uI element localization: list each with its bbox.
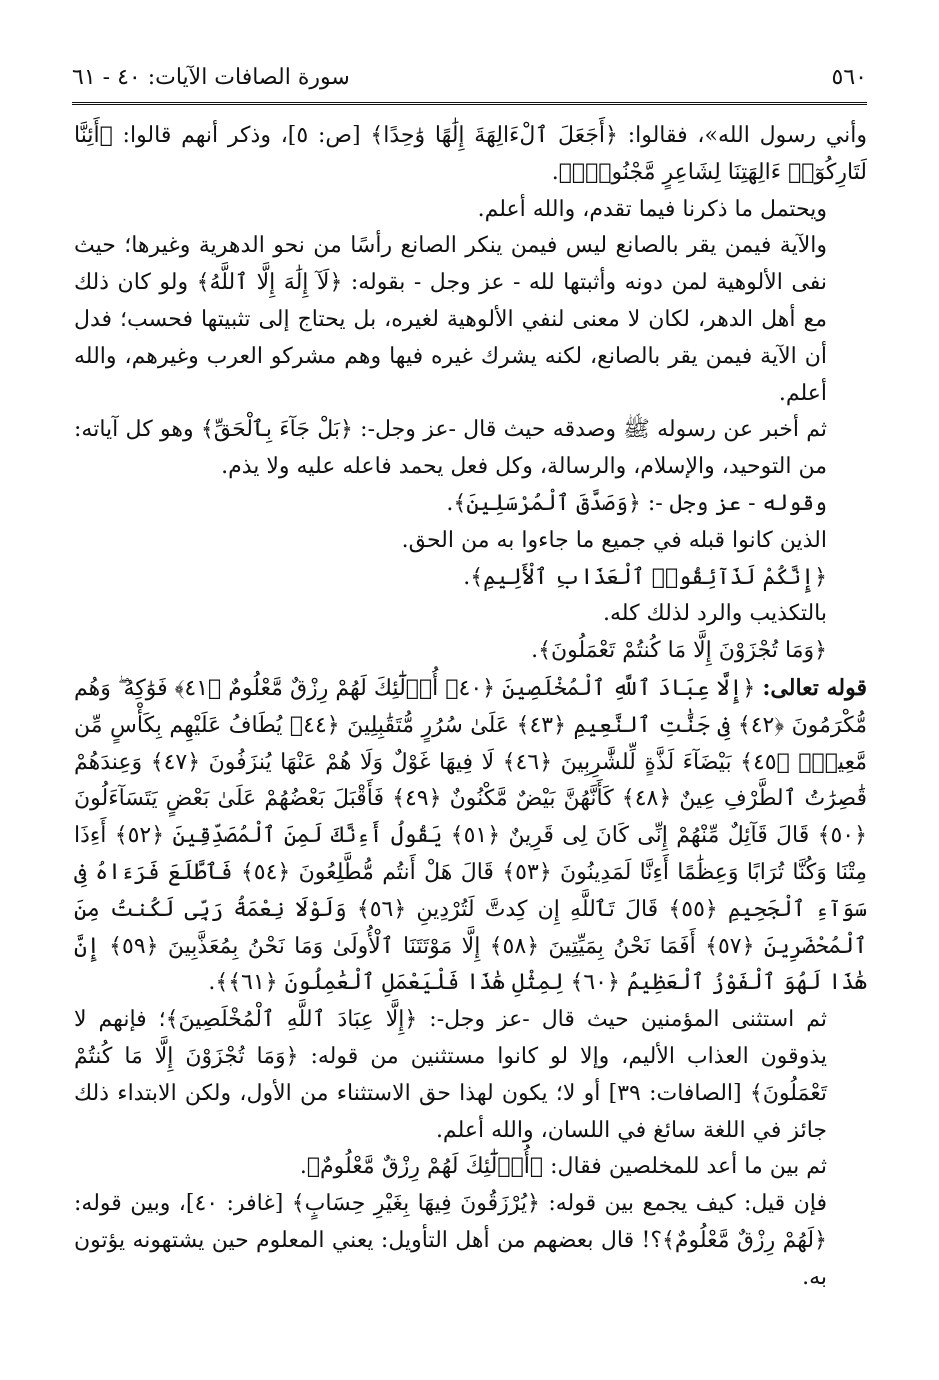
paragraph-10-verses xyxy=(74,670,867,1002)
paragraph-12: ثم بين ما أعد للمخلصين فقال: ﴿أُو۟لَٰٓئِكَ لَهُمْ رِزْقٌ مَّعْلُومٌ﴾. xyxy=(299,1154,827,1180)
paragraph-13: فإن قيل: كيف يجمع بين قوله: ﴿يُرْزَقُونَ فِيهَا بِغَيْرِ حِسَابٍ﴾ [غافر: ٤٠]، وبين قوله: ﴿لَهُمْ رِزْقٌ مَّعْلُومٌ﴾؟! قال بعضهم من أهل التأويل: يعني المعلوم حين يشتهونه يؤتون به. xyxy=(74,1191,827,1290)
paragraph-4: ثم أخبر عن رسوله ﷺ وصدقه حيث قال -عز وجل-: ﴿بَلْ جَآءَ بِٱلْحَقِّ﴾ وهو كل آياته: من التوحيد، والإسلام، والرسالة، وكل فعل يحمد فاعله عليه ولا يذم. xyxy=(74,417,827,480)
paragraph-3: والآية فيمن يقر بالصانع ليس فيمن ينكر الصانع رأسًا من نحو الدهرية وغيرها؛ حيث نفى الألوهية لمن دونه وأثبتها لله - عز وجل - بقوله: ﴿لَآ إِلَٰهَ إِلَّا ٱللَّهُ﴾ ولو كان ذلك مع أهل الدهر، لكان لا معنى لنفي الألوهية لغيره، بل يحتاج إلى تثبيتها فحسب؛ فدل أن الآية فيمن يقر بالصانع، لكنه يشرك غيره فيها وهم مشركو العرب وغيرهم، والله أعلم. xyxy=(74,233,827,406)
paragraph-9: ﴿وَمَا تُجْزَوْنَ إِلَّا مَا كُنتُمْ تَعْمَلُونَ﴾. xyxy=(531,638,827,664)
running-title: سورة الصافات الآيات: ٤٠ - ٦١ xyxy=(72,64,350,90)
paragraph-5: وقوله - عز وجل -: ﴿وَصَدَّقَ ٱلْمُرْسَلِينَ﴾. xyxy=(446,490,827,516)
paragraph-11: ثم استثنى المؤمنين حيث قال -عز وجل-: ﴿إِلَّا عِبَادَ ٱللَّهِ ٱلْمُخْلَصِينَ﴾؛ فإنهم لا يذوقون العذاب الأليم، وإلا لو كانوا مستثنين من قوله: ﴿وَمَا تُجْزَوْنَ إِلَّا مَا كُنتُمْ تَعْمَلُونَ﴾ [الصافات: ٣٩] أو لا؛ يكون لهذا حق الاستثناء من الأول، ولكن الابتداء ذلك جائز في اللغة سائغ في اللسان، والله أعلم. xyxy=(74,1007,827,1143)
paragraph-8: بالتكذيب والرد لذلك كله. xyxy=(603,601,827,627)
page-header xyxy=(72,58,867,96)
page-number: ٥٦٠ xyxy=(831,64,867,90)
page-body xyxy=(74,118,867,1297)
paragraph-1: وأني رسول الله»، فقالوا: ﴿أَجَعَلَ ٱلْءَالِهَةَ إِلَٰهًا وَٰحِدًا﴾ [ص: ٥]، وذكر أنهم قالوا: ﴿أَئِنَّا لَتَارِكُوٓا۟ ءَالِهَتِنَا لِشَاعِرٍ مَّجْنُونٍۭ﴾. xyxy=(74,123,867,185)
header-rule xyxy=(72,102,867,105)
paragraph-6: الذين كانوا قبله في جميع ما جاءوا به من الحق. xyxy=(401,527,827,553)
paragraph-2: ويحتمل ما ذكرنا فيما تقدم، والله أعلم. xyxy=(477,196,827,222)
verses-40-61: ﴿إِلَّا عِبَادَ ٱللَّهِ ٱلْمُخْلَصِينَ ﴿٤٠﴾ أُو۟لَٰٓئِكَ لَهُمْ رِزْقٌ مَّعْلُومٌ ﴿٤١﴾ فَوَٰكِهُ ۖ وَهُم مُّكْرَمُونَ ﴿٤٢﴾ فِى جَنَّٰتِ ٱلنَّعِيمِ ﴿٤٣﴾ عَلَىٰ سُرُرٍ مُّتَقَٰبِلِينَ ﴿٤٤﴾ يُطَافُ عَلَيْهِم بِكَأْسٍ مِّن مَّعِينٍۭ ﴿٤٥﴾ بَيْضَآءَ لَذَّةٍ لِّلشَّٰرِبِينَ ﴿٤٦﴾ لَا فِيهَا غَوْلٌ وَلَا هُمْ عَنْهَا يُنزَفُونَ ﴿٤٧﴾ وَعِندَهُمْ قَٰصِرَٰتُ ٱلطَّرْفِ عِينٌ ﴿٤٨﴾ كَأَنَّهُنَّ بَيْضٌ مَّكْنُونٌ ﴿٤٩﴾ فَأَقْبَلَ بَعْضُهُمْ عَلَىٰ بَعْضٍ يَتَسَآءَلُونَ ﴿٥٠﴾ قَالَ قَآئِلٌ مِّنْهُمْ إِنِّى كَانَ لِى قَرِينٌ ﴿٥١﴾ يَقُولُ أَءِنَّكَ لَمِنَ ٱلْمُصَدِّقِينَ ﴿٥٢﴾ أَءِذَا مِتْنَا وَكُنَّا تُرَابًا وَعِظَٰمًا أَءِنَّا لَمَدِينُونَ ﴿٥٣﴾ قَالَ هَلْ أَنتُم مُّطَّلِعُونَ ﴿٥٤﴾ فَٱطَّلَعَ فَرَءَاهُ فِى سَوَآءِ ٱلْجَحِيمِ ﴿٥٥﴾ قَالَ تَٱللَّهِ إِن كِدتَّ لَتُرْدِينِ ﴿٥٦﴾ وَلَوْلَا نِعْمَةُ رَبِّى لَكُنتُ مِنَ ٱلْمُحْضَرِينَ ﴿٥٧﴾ أَفَمَا نَحْنُ بِمَيِّتِينَ ﴿٥٨﴾ إِلَّا مَوْتَتَنَا ٱلْأُولَىٰ وَمَا نَحْنُ بِمُعَذَّبِينَ ﴿٥٩﴾ إِنَّ هَٰذَا لَهُوَ ٱلْفَوْزُ ٱلْعَظِيمُ ﴿٦٠﴾ لِمِثْلِ هَٰذَا فَلْيَعْمَلِ ٱلْعَٰمِلُونَ ﴿٦١﴾﴾. xyxy=(74,675,868,996)
paragraph-7: ﴿إِنَّكُمْ لَذَآئِقُوا۟ ٱلْعَذَابِ ٱلْأَلِيمِ﴾. xyxy=(463,564,827,590)
section-lead: قوله تعالى: xyxy=(762,674,868,701)
